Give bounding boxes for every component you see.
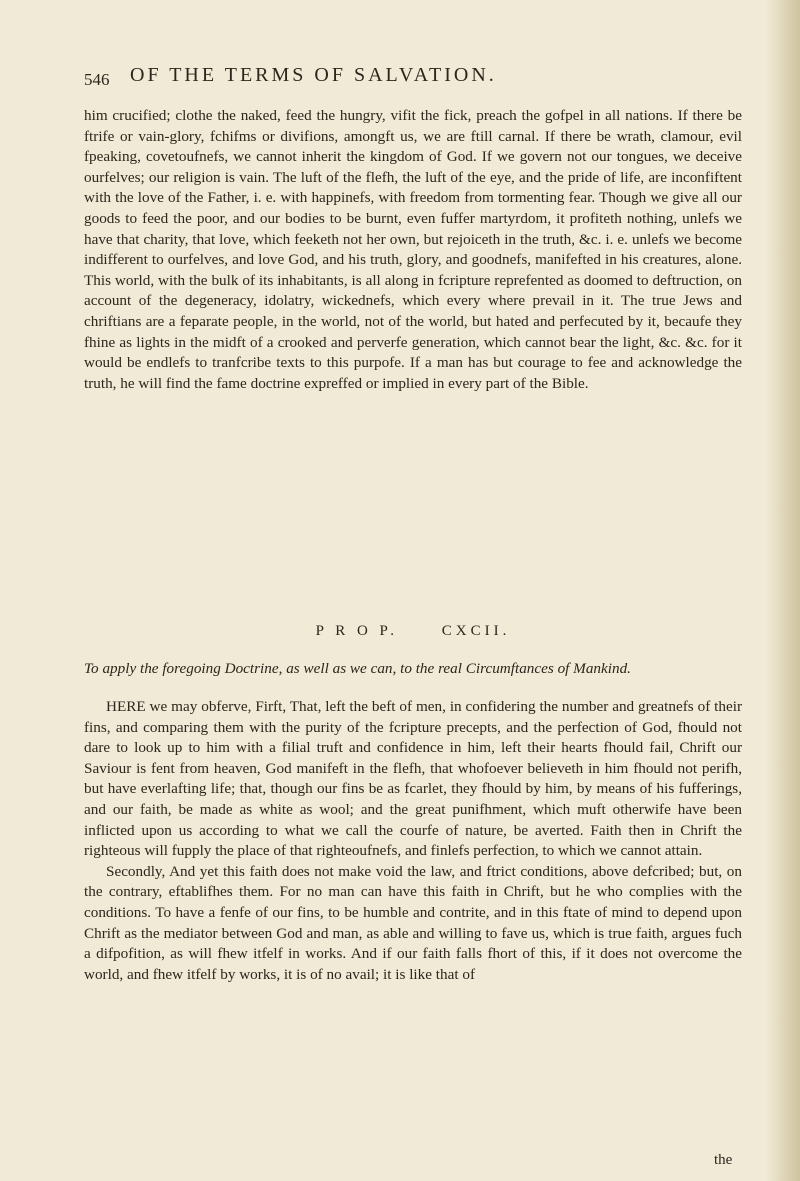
page-number: 546 (84, 70, 110, 89)
body-text-bottom (84, 697, 742, 985)
prop-heading (84, 623, 742, 640)
prop-numeral: CXCII. (441, 623, 511, 639)
prop-subtitle: To apply the foregoing Doctrine, as well as we can, to the real Circumftances of Mankind. (84, 660, 631, 677)
body-text-top (84, 106, 742, 394)
page-header (84, 64, 744, 94)
prop-word: P R O P. (315, 623, 398, 639)
paragraph-secondly: Secondly, And yet this faith does not make void the law, and ftrict conditions, above defcribed; but, on the contrary, eftablifhes them. For no man can have this faith in Chrift, but he who complies with the conditions. To have a fenfe of our fins, to be humble and contrite, and in this ftate of mind to depend upon Chrift as the mediator between God and man, as able and willing to fave us, which is true faith, argues fuch a difpofition, as will fhew itfelf in works. And if our faith falls fhort of this, if it does not overcome the world, and fhew itfelf by works, it is of no avail; it is like that of (84, 862, 742, 983)
page-edge-shadow (766, 0, 800, 1181)
paragraph-continuation: him crucified; clothe the naked, feed the hungry, vifit the fick, preach the gofpel in all nations. If there be ftrife or vain-glory, fchifms or divifions, amongft us, we are ftill carnal. If there be wrath, clamour, evil fpeaking, covetoufnefs, we cannot inherit the kingdom of God. If we govern not our tongues, we deceive ourfelves; our religion is vain. The luft of the flefh, the luft of the eye, and the pride of life, are inconfiftent with the love of the Father, i. e. with happinefs, with freedom from tormenting fear. Though we give all our goods to feed the poor, and our bodies to be burnt, even fuffer martyrdom, it profiteth nothing, unlefs we have that charity, that love, which feeketh not her own, but rejoiceth in the truth, &c. i. e. unlefs we become indifferent to ourfelves, and love God, and his truth, glory, and goodnefs, manifefted in his creatures, alone. This world, with the bulk of its inhabitants, is all along in fcripture reprefented as doomed to deftruction, on account of the degeneracy, idolatry, wickednefs, which every where prevail in it. The true Jews and chriftians are a feparate people, in the world, not of the world, but hated and perfecuted by it, becaufe they fhine as lights in the midft of a crooked and perverfe generation, which cannot bear the light, &c. &c. for it would be endlefs to tranfcribe texts to this purpofe. If a man has but courage to fee and acknowledge the truth, he will find the fame doctrine expreffed or implied in every part of the Bible. (84, 107, 742, 392)
running-head: OF THE TERMS OF SALVATION. (130, 64, 497, 86)
catchword: the (714, 1152, 733, 1168)
paragraph-firstly: HERE we may obferve, Firft, That, left the beft of men, in confidering the number and greatnefs of their fins, and comparing them with the purity of the fcripture precepts, and the perfection of God, fhould not dare to look up to him with a filial truft and confidence in him, left their hearts fhould fail, Chrift our Saviour is fent from heaven, God manifeft in the flefh, that whofoever believeth in him fhould not perifh, but have everlafting life; that, though our fins be as fcarlet, they fhould by him, by means of his fufferings, and our faith, be made as white as wool; and the great punifhment, which muft otherwife have been inflicted upon us according to what we call the courfe of nature, be averted. Faith then in Chrift the righteous will fupply the place of that righteoufnefs, and finlefs perfection, to which we cannot attain. (84, 698, 742, 860)
